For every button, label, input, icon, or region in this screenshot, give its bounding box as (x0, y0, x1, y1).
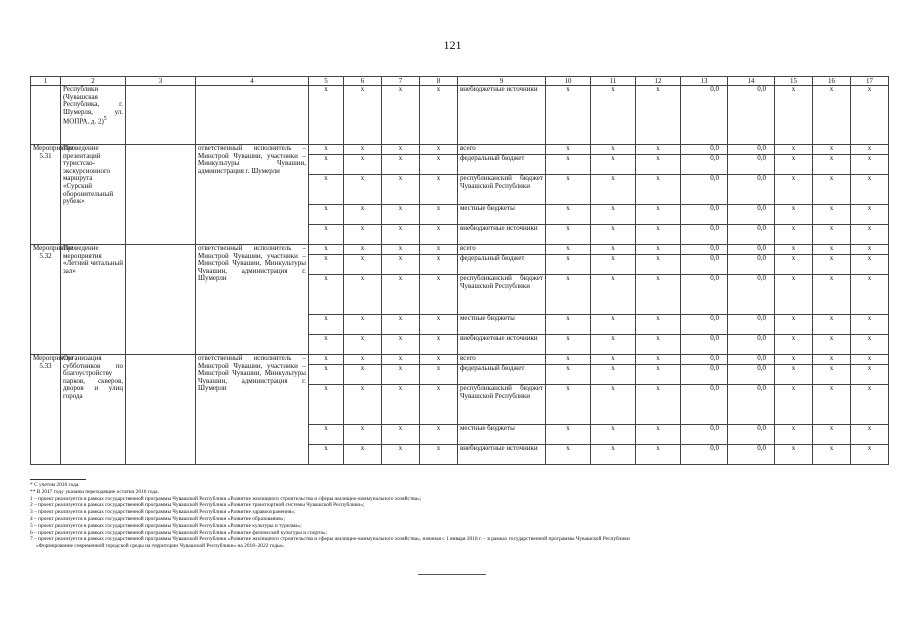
measure-code: Мероприятие 5.33 (31, 355, 61, 465)
value-cell: x (382, 385, 420, 425)
value-cell: 0,0 (681, 145, 728, 155)
value-cell: 0,0 (728, 145, 775, 155)
source-cell: местные бюджеты (458, 315, 546, 335)
source-cell: всего (458, 245, 546, 255)
value-cell: x (309, 86, 344, 145)
footnote-mark: 5 (103, 116, 107, 123)
value-cell: x (851, 245, 889, 255)
source-cell: республиканский бюджет Чувашской Республики (458, 275, 546, 315)
value-cell: x (591, 255, 636, 275)
footnote-line: 2 – проект реализуется в рамках государственной программы Чувашской Республики «Развитие транспортной системы Чувашской Республики»; (30, 502, 365, 509)
value-cell: x (420, 255, 458, 275)
value-cell: x (591, 385, 636, 425)
value-cell: 0,0 (681, 245, 728, 255)
value-cell: x (851, 335, 889, 355)
header-cell: 13 (681, 77, 728, 86)
value-cell: x (636, 365, 681, 385)
value-cell: x (420, 315, 458, 335)
value-cell: x (420, 385, 458, 425)
value-cell: 0,0 (681, 275, 728, 315)
responsible-cell: ответственный исполнитель – Минстрой Чувашии, участники – Минкультуры Чувашии, администрация г. Шумерли (196, 145, 309, 245)
value-cell: x (775, 315, 813, 335)
value-cell: x (813, 445, 851, 465)
value-cell: x (636, 145, 681, 155)
value-cell: x (344, 355, 382, 365)
value-cell: x (420, 445, 458, 465)
source-cell: местные бюджеты (458, 425, 546, 445)
value-cell: x (813, 225, 851, 245)
value-cell: x (546, 86, 591, 145)
value-cell: x (420, 155, 458, 175)
value-cell: 0,0 (681, 315, 728, 335)
measure-name: Проведение мероприятия «Летний читальный зал» (61, 245, 126, 355)
value-cell: x (813, 245, 851, 255)
source-cell: федеральный бюджет (458, 255, 546, 275)
value-cell: x (344, 86, 382, 145)
value-cell: x (344, 365, 382, 385)
value-cell: x (813, 175, 851, 205)
value-cell: x (420, 175, 458, 205)
value-cell: x (546, 155, 591, 175)
responsible-cell: ответственный исполнитель – Минстрой Чувашии, участники – Минстрой Чувашии, Минкультуры Чувашии, администрация г. Шумерли (196, 355, 309, 465)
value-cell: x (309, 255, 344, 275)
value-cell: x (636, 225, 681, 245)
value-cell: x (591, 205, 636, 225)
value-cell: 0,0 (728, 245, 775, 255)
value-cell: 0,0 (728, 155, 775, 175)
value-cell: x (344, 155, 382, 175)
value-cell: x (636, 445, 681, 465)
footnote-line: * С учетом 2016 года. (30, 482, 80, 488)
header-cell: 7 (382, 77, 420, 86)
name-text: Республики (Чувашская Республика, г. Шумерля, ул. МОПРА, д. 2) (63, 85, 123, 126)
value-cell: x (813, 425, 851, 445)
value-cell: x (309, 365, 344, 385)
value-cell: x (813, 255, 851, 275)
value-cell: x (546, 355, 591, 365)
value-cell: x (851, 86, 889, 145)
value-cell: x (344, 445, 382, 465)
header-cell: 15 (775, 77, 813, 86)
value-cell: x (344, 275, 382, 315)
resp-cell (196, 86, 309, 145)
header-cell: 6 (344, 77, 382, 86)
value-cell: x (636, 245, 681, 255)
value-cell: x (546, 365, 591, 385)
value-cell: 0,0 (728, 315, 775, 335)
page-number: 121 (443, 38, 462, 52)
value-cell: x (591, 275, 636, 315)
source-cell: внебюджетные источники (458, 225, 546, 245)
source-cell: федеральный бюджет (458, 155, 546, 175)
value-cell: x (309, 385, 344, 425)
value-cell: x (382, 355, 420, 365)
value-cell: x (546, 145, 591, 155)
value-cell: 0,0 (681, 425, 728, 445)
value-cell: x (309, 445, 344, 465)
value-cell: x (775, 155, 813, 175)
value-cell: x (591, 355, 636, 365)
value-cell: x (591, 425, 636, 445)
value-cell: x (344, 205, 382, 225)
value-cell: x (775, 205, 813, 225)
header-cell: 12 (636, 77, 681, 86)
value-cell: 0,0 (728, 425, 775, 445)
value-cell: 0,0 (728, 365, 775, 385)
table-row (31, 245, 889, 255)
source-cell: всего (458, 145, 546, 155)
value-cell: x (775, 385, 813, 425)
value-cell: x (382, 445, 420, 465)
measure-name: Проведение презентаций туристско-экскурсионного маршрута «Сурский оборонительный рубеж» (61, 145, 126, 245)
value-cell: x (851, 275, 889, 315)
value-cell: x (636, 86, 681, 145)
value-cell: x (309, 355, 344, 365)
value-cell: x (636, 205, 681, 225)
value-cell: x (344, 335, 382, 355)
source-cell: республиканский бюджет Чувашской Республики (458, 175, 546, 205)
value-cell: 0,0 (728, 445, 775, 465)
value-cell: x (420, 245, 458, 255)
value-cell: x (382, 155, 420, 175)
value-cell: x (309, 315, 344, 335)
value-cell: x (851, 425, 889, 445)
value-cell: x (636, 355, 681, 365)
value-cell: 0,0 (728, 205, 775, 225)
value-cell: x (344, 225, 382, 245)
value-cell: x (851, 145, 889, 155)
value-cell: x (420, 425, 458, 445)
value-cell: x (775, 275, 813, 315)
value-cell: x (382, 365, 420, 385)
value-cell: x (591, 225, 636, 245)
value-cell: x (420, 86, 458, 145)
table-row (31, 355, 889, 365)
header-cell: 8 (420, 77, 458, 86)
header-cell: 2 (61, 77, 126, 86)
value-cell: x (851, 365, 889, 385)
header-cell: 5 (309, 77, 344, 86)
measure-name: Организация субботников по благоустройству парков, скверов, дворов и улиц города (61, 355, 126, 465)
value-cell: 0,0 (681, 335, 728, 355)
header-cell: 4 (196, 77, 309, 86)
value-cell: x (636, 385, 681, 425)
value-cell: x (636, 425, 681, 445)
value-cell: x (851, 445, 889, 465)
value-cell: x (591, 445, 636, 465)
value-cell: x (344, 425, 382, 445)
value-cell: 0,0 (681, 155, 728, 175)
value-cell: x (309, 425, 344, 445)
value-cell: x (591, 245, 636, 255)
value-cell: x (546, 335, 591, 355)
header-cell: 3 (126, 77, 196, 86)
source-cell: внебюджетные источники (458, 86, 546, 145)
value-cell: 0,0 (681, 365, 728, 385)
value-cell: x (420, 205, 458, 225)
value-cell: x (813, 315, 851, 335)
source-cell: федеральный бюджет (458, 365, 546, 385)
value-cell: x (309, 175, 344, 205)
value-cell: 0,0 (681, 205, 728, 225)
footnote-line: 5 – проект реализуется в рамках государственной программы Чувашской Республики «Развитие культуры и туризма»; (30, 522, 302, 529)
value-cell: x (851, 385, 889, 425)
value-cell: 0,0 (728, 225, 775, 245)
value-cell: x (636, 175, 681, 205)
value-cell: x (813, 365, 851, 385)
value-cell: x (591, 315, 636, 335)
source-cell: внебюджетные источники (458, 335, 546, 355)
value-cell: 0,0 (728, 335, 775, 355)
footnote-separator (30, 479, 86, 480)
value-cell: x (344, 255, 382, 275)
value-cell: x (309, 145, 344, 155)
table-row (31, 86, 889, 145)
value-cell: x (775, 225, 813, 245)
value-cell: x (344, 145, 382, 155)
header-cell: 17 (851, 77, 889, 86)
source-cell: внебюджетные источники (458, 445, 546, 465)
value-cell: x (775, 365, 813, 385)
value-cell: 0,0 (681, 355, 728, 365)
measure-code: Мероприятие 5.32 (31, 245, 61, 355)
value-cell: x (851, 225, 889, 245)
value-cell: x (382, 425, 420, 445)
value-cell: x (591, 175, 636, 205)
value-cell: x (775, 335, 813, 355)
value-cell: x (851, 205, 889, 225)
value-cell: x (813, 335, 851, 355)
value-cell: x (775, 355, 813, 365)
value-cell: x (636, 335, 681, 355)
value-cell: x (851, 155, 889, 175)
value-cell: x (420, 335, 458, 355)
value-cell: x (813, 205, 851, 225)
value-cell: x (591, 145, 636, 155)
footnote-line: 7 – проект реализуется в рамках государственной программы Чувашской Республики «Развитие жилищного строительства и сферы жилищно-коммунального хозяйства», начиная с 1 января 2018 г. – в рамках государственной программы Чувашской Республики (30, 536, 630, 543)
header-cell: 10 (546, 77, 591, 86)
value-cell: x (546, 425, 591, 445)
value-cell: x (382, 245, 420, 255)
value-cell: x (851, 355, 889, 365)
value-cell: x (546, 385, 591, 425)
footnote-line: ** В 2017 году указаны переходящие остатки 2016 года. (30, 488, 159, 495)
header-cell: 11 (591, 77, 636, 86)
value-cell: x (813, 155, 851, 175)
value-cell: x (382, 225, 420, 245)
value-cell: x (775, 255, 813, 275)
value-cell: x (309, 225, 344, 245)
value-cell: x (591, 365, 636, 385)
footnote-line: 1 – проект реализуется в рамках государственной программы Чувашской Республики «Развитие жилищного строительства и сферы жилищно-коммунального хозяйства»; (30, 495, 422, 502)
value-cell: x (309, 245, 344, 255)
value-cell: x (636, 275, 681, 315)
value-cell: x (382, 86, 420, 145)
value-cell: x (591, 155, 636, 175)
value-cell: x (420, 355, 458, 365)
value-cell: x (813, 355, 851, 365)
header-cell: 9 (458, 77, 546, 86)
value-cell: x (775, 245, 813, 255)
col3-cell (126, 355, 196, 465)
name-cell (61, 86, 126, 145)
footnotes (30, 482, 875, 550)
value-cell: x (309, 205, 344, 225)
code-cell (31, 86, 61, 145)
funding-table (30, 76, 889, 465)
value-cell: 0,0 (728, 86, 775, 145)
value-cell: 0,0 (681, 445, 728, 465)
value-cell: x (546, 175, 591, 205)
source-cell: всего (458, 355, 546, 365)
value-cell: x (775, 145, 813, 155)
value-cell: x (546, 275, 591, 315)
value-cell: x (382, 315, 420, 335)
value-cell: 0,0 (681, 86, 728, 145)
value-cell: x (546, 445, 591, 465)
footnote-line: «Формирование современной городской среды на территории Чувашской Республики» на 2018–2022 годы». (36, 543, 285, 550)
col3-cell (126, 86, 196, 145)
value-cell: x (546, 225, 591, 245)
footnote-line: 3 – проект реализуется в рамках государственной программы Чувашской Республики «Развитие здравоохранения»; (30, 509, 296, 516)
col3-cell (126, 145, 196, 245)
value-cell: x (344, 315, 382, 335)
value-cell: x (813, 86, 851, 145)
col3-cell (126, 245, 196, 355)
value-cell: x (591, 335, 636, 355)
value-cell: x (636, 255, 681, 275)
measure-code: Мероприятие 5.31 (31, 145, 61, 245)
value-cell: x (775, 175, 813, 205)
source-cell: местные бюджеты (458, 205, 546, 225)
value-cell: 0,0 (728, 175, 775, 205)
value-cell: x (309, 155, 344, 175)
value-cell: x (813, 275, 851, 315)
value-cell: x (309, 335, 344, 355)
value-cell: 0,0 (681, 385, 728, 425)
end-line (418, 574, 486, 575)
value-cell: x (775, 86, 813, 145)
value-cell: x (851, 255, 889, 275)
value-cell: 0,0 (728, 275, 775, 315)
value-cell: x (309, 275, 344, 315)
value-cell: 0,0 (728, 355, 775, 365)
value-cell: 0,0 (681, 225, 728, 245)
value-cell: x (382, 175, 420, 205)
value-cell: x (382, 335, 420, 355)
value-cell: x (420, 145, 458, 155)
value-cell: x (344, 245, 382, 255)
value-cell: x (420, 225, 458, 245)
value-cell: x (546, 245, 591, 255)
value-cell: 0,0 (681, 175, 728, 205)
value-cell: x (546, 255, 591, 275)
value-cell: 0,0 (728, 255, 775, 275)
source-cell: республиканский бюджет Чувашской Республики (458, 385, 546, 425)
value-cell: x (775, 425, 813, 445)
value-cell: x (382, 145, 420, 155)
value-cell: x (851, 315, 889, 335)
value-cell: x (420, 365, 458, 385)
value-cell: x (344, 385, 382, 425)
value-cell: x (420, 275, 458, 315)
header-cell: 1 (31, 77, 61, 86)
value-cell: 0,0 (681, 255, 728, 275)
value-cell: x (851, 175, 889, 205)
value-cell: x (382, 255, 420, 275)
value-cell: x (775, 445, 813, 465)
value-cell: x (546, 315, 591, 335)
table-row (31, 145, 889, 155)
footnote-line: 4 – проект реализуется в рамках государственной программы Чувашской Республики «Развитие образования»; (30, 515, 285, 522)
value-cell: x (344, 175, 382, 205)
responsible-cell: ответственный исполнитель – Минстрой Чувашии, участники – Минстрой Чувашии, Минкультуры Чувашии, администрация г. Шумерли (196, 245, 309, 355)
value-cell: x (546, 205, 591, 225)
value-cell: x (813, 145, 851, 155)
value-cell: x (382, 205, 420, 225)
value-cell: x (382, 275, 420, 315)
footnote-line: 6 – проект реализуется в рамках государственной программы Чувашской Республики «Развитие физической культуры и спорта»; (30, 529, 328, 536)
header-cell: 14 (728, 77, 775, 86)
header-cell: 16 (813, 77, 851, 86)
value-cell: x (813, 385, 851, 425)
value-cell: x (636, 315, 681, 335)
value-cell: x (591, 86, 636, 145)
value-cell: x (636, 155, 681, 175)
value-cell: 0,0 (728, 385, 775, 425)
